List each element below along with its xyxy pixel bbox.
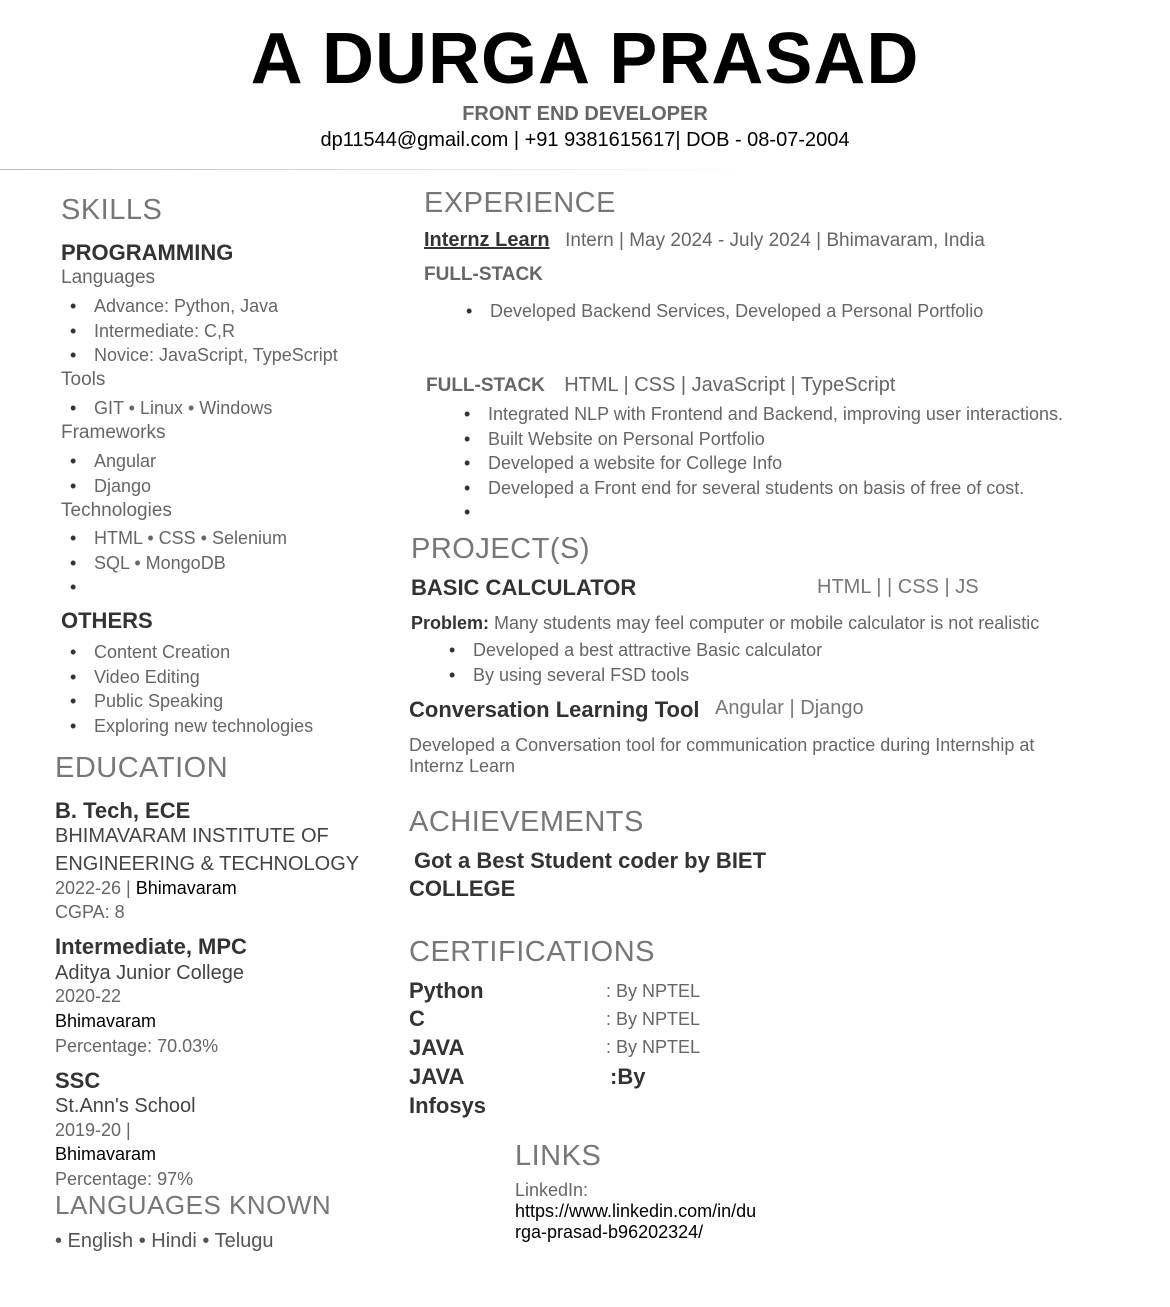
list-item: • Django xyxy=(94,474,156,499)
list-item: • Novice: JavaScript, TypeScript xyxy=(94,343,338,368)
project-1-bullets xyxy=(441,638,822,687)
ssc-school: St.Ann's School xyxy=(55,1095,196,1117)
cert-issuer: :By xyxy=(610,1064,646,1089)
problem-text: Many students may feel computer or mobile calculator is not realistic xyxy=(494,613,1040,633)
project-2-desc-line2: Internz Learn xyxy=(409,756,516,776)
list-item: • Developed Backend Services, Developed a Personal Portfolio xyxy=(490,299,983,324)
cert-name: Python xyxy=(409,978,484,1003)
project-1-problem xyxy=(411,613,1039,634)
inter-years: 2020-22 xyxy=(55,986,122,1006)
list-item: • Intermediate: C,R xyxy=(94,319,338,344)
ssc-place: Bhimavaram xyxy=(55,1144,157,1164)
linkedin-label: LinkedIn: xyxy=(515,1180,589,1200)
list-item: • SQL • MongoDB xyxy=(94,551,287,576)
project-1-title: BASIC CALCULATOR xyxy=(411,575,637,600)
list-item: • Developed a website for College Info xyxy=(488,451,1063,476)
inter-place: Bhimavaram xyxy=(55,1011,157,1031)
list-item: • Exploring new technologies xyxy=(94,714,313,739)
tools-label: Tools xyxy=(61,369,106,390)
project-1-stack: HTML | | CSS | JS xyxy=(817,576,979,598)
list-item: • By using several FSD tools xyxy=(473,663,822,688)
experience-company-line xyxy=(424,229,985,252)
linkedin-url-line2[interactable]: rga-prasad-b96202324/ xyxy=(515,1222,704,1242)
cert-name: JAVA xyxy=(409,1035,465,1060)
experience-stack-2: HTML | CSS | JavaScript | TypeScript xyxy=(564,374,896,396)
languages-known-heading: LANGUAGES KNOWN xyxy=(55,1190,332,1220)
list-item: • Content Creation xyxy=(94,640,313,665)
cert-issuer-continued: Infosys xyxy=(409,1093,487,1118)
education-heading: EDUCATION xyxy=(55,752,229,784)
ssc-degree: SSC xyxy=(55,1068,101,1093)
tools-list xyxy=(62,396,272,421)
project-2-title: Conversation Learning Tool xyxy=(409,697,700,722)
company-link[interactable]: Internz Learn xyxy=(424,229,550,251)
header-divider xyxy=(0,169,760,170)
skills-heading: SKILLS xyxy=(61,194,163,226)
others-list xyxy=(62,640,313,738)
languages-known-list: • English • Hindi • Telugu xyxy=(55,1230,274,1252)
inter-school: Aditya Junior College xyxy=(55,962,244,984)
frameworks-list xyxy=(62,449,156,498)
inter-score: Percentage: 70.03% xyxy=(55,1036,219,1056)
experience-role-1: FULL-STACK xyxy=(424,264,543,285)
job-title: FRONT END DEVELOPER xyxy=(462,103,708,125)
list-item: • Integrated NLP with Frontend and Backend, improving user interactions. xyxy=(488,402,1063,427)
experience-meta: Intern | May 2024 - July 2024 | Bhimavaram, India xyxy=(565,230,985,251)
btech-score: CGPA: 8 xyxy=(55,902,125,922)
languages-label: Languages xyxy=(61,267,156,288)
achievement-line2: COLLEGE xyxy=(409,876,516,901)
list-item: • Developed a best attractive Basic calculator xyxy=(473,638,822,663)
list-item: • Advance: Python, Java xyxy=(94,294,338,319)
list-item xyxy=(488,500,1063,525)
btech-years-place xyxy=(55,878,237,899)
btech-degree: B. Tech, ECE xyxy=(55,798,191,823)
technologies-label: Technologies xyxy=(61,500,172,521)
experience-heading: EXPERIENCE xyxy=(424,187,616,219)
experience-role-2-line xyxy=(426,374,895,397)
projects-heading: PROJECT(S) xyxy=(411,533,590,565)
cert-name: JAVA xyxy=(409,1064,465,1089)
list-item: • Angular xyxy=(94,449,156,474)
btech-school-line1: BHIMAVARAM INSTITUTE OF xyxy=(55,825,329,847)
list-item: • Public Speaking xyxy=(94,689,313,714)
linkedin-url-line1[interactable]: https://www.linkedin.com/in/du xyxy=(515,1201,757,1221)
contact-line: dp11544@gmail.com | +91 9381615617| DOB - 08-07-2004 xyxy=(320,129,850,151)
achievements-heading: ACHIEVEMENTS xyxy=(409,806,644,838)
cert-issuer: : By NPTEL xyxy=(606,1009,701,1029)
links-heading: LINKS xyxy=(515,1140,602,1172)
project-2-stack: Angular | Django xyxy=(715,697,864,719)
cert-name: C xyxy=(409,1006,425,1031)
list-item: • Built Website on Personal Portfolio xyxy=(488,427,1063,452)
cert-issuer: : By NPTEL xyxy=(606,981,701,1001)
list-item: • Video Editing xyxy=(94,665,313,690)
programming-heading: PROGRAMMING xyxy=(61,240,234,265)
list-item xyxy=(94,575,287,600)
list-item: • GIT • Linux • Windows xyxy=(94,396,272,421)
achievement-line1: Got a Best Student coder by BIET xyxy=(414,848,767,873)
candidate-name: A DURGA PRASAD xyxy=(250,19,920,99)
cert-issuer: : By NPTEL xyxy=(606,1037,701,1057)
experience-bullets-2 xyxy=(456,402,1063,525)
list-item: • HTML • CSS • Selenium xyxy=(94,526,287,551)
certifications-heading: CERTIFICATIONS xyxy=(409,936,655,968)
inter-degree: Intermediate, MPC xyxy=(55,934,247,959)
btech-place: Bhimavaram xyxy=(135,878,237,898)
ssc-score: Percentage: 97% xyxy=(55,1169,194,1189)
experience-bullets-1 xyxy=(458,299,983,324)
others-heading: OTHERS xyxy=(61,608,153,633)
problem-label: Problem: xyxy=(411,613,490,633)
experience-role-2: FULL-STACK xyxy=(426,375,545,396)
linkedin-link[interactable] xyxy=(515,1201,756,1243)
list-item: • Developed a Front end for several students on basis of free of cost. xyxy=(488,476,1063,501)
technologies-list xyxy=(62,526,287,600)
project-2-desc-line1: Developed a Conversation tool for communication practice during Internship at xyxy=(409,735,1035,755)
frameworks-label: Frameworks xyxy=(61,422,166,443)
btech-school-line2: ENGINEERING & TECHNOLOGY xyxy=(55,853,360,875)
btech-years: 2022-26 | xyxy=(55,878,131,898)
languages-list xyxy=(62,294,338,368)
ssc-years: 2019-20 | xyxy=(55,1120,131,1140)
